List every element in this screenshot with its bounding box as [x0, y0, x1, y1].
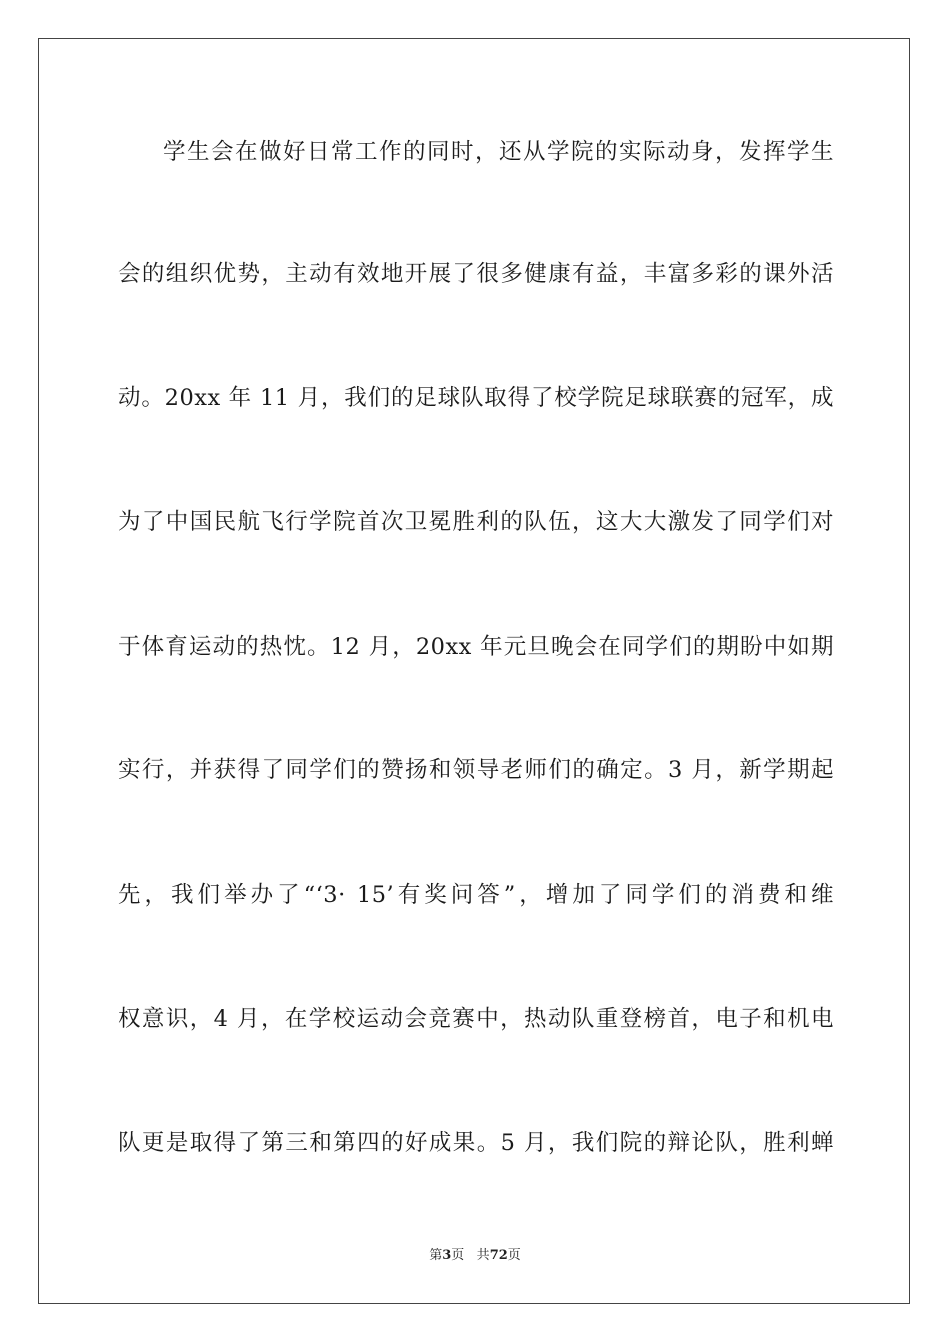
page-border	[38, 38, 910, 1304]
total-pages-number: 72	[489, 1248, 508, 1263]
paragraph-line: 权意识，4 月，在学校运动会竞赛中，热动队重登榜首，电子和机电	[118, 1006, 834, 1032]
current-page-number: 3	[442, 1248, 452, 1263]
paragraph-line: 实行，并获得了同学们的赞扬和领导老师们的确定。3 月，新学期起	[118, 757, 834, 783]
paragraph-line: 学生会在做好日常工作的同时，还从学院的实际动身，发挥学生	[163, 139, 834, 165]
page-footer	[0, 1247, 950, 1265]
paragraph-line: 队更是取得了第三和第四的好成果。5 月，我们院的辩论队，胜利蝉	[118, 1130, 834, 1156]
paragraph-line: 于体育运动的热忱。12 月，20xx 年元旦晚会在同学们的期盼中如期	[118, 634, 834, 660]
page-number-prefix: 第	[429, 1248, 443, 1263]
paragraph-line: 先，我们举办了“‘3· 15’有奖问答”，增加了同学们的消费和维	[118, 882, 834, 908]
total-pages-prefix: 共	[476, 1248, 490, 1263]
paragraph-line: 为了中国民航飞行学院首次卫冕胜利的队伍，这大大激发了同学们对	[118, 509, 834, 535]
page-number-suffix: 页	[451, 1248, 465, 1263]
total-pages-suffix: 页	[507, 1248, 521, 1263]
paragraph-line: 动。20xx 年 11 月，我们的足球队取得了校学院足球联赛的冠军，成	[118, 385, 834, 411]
paragraph-line: 会的组织优势，主动有效地开展了很多健康有益，丰富多彩的课外活	[118, 261, 834, 287]
